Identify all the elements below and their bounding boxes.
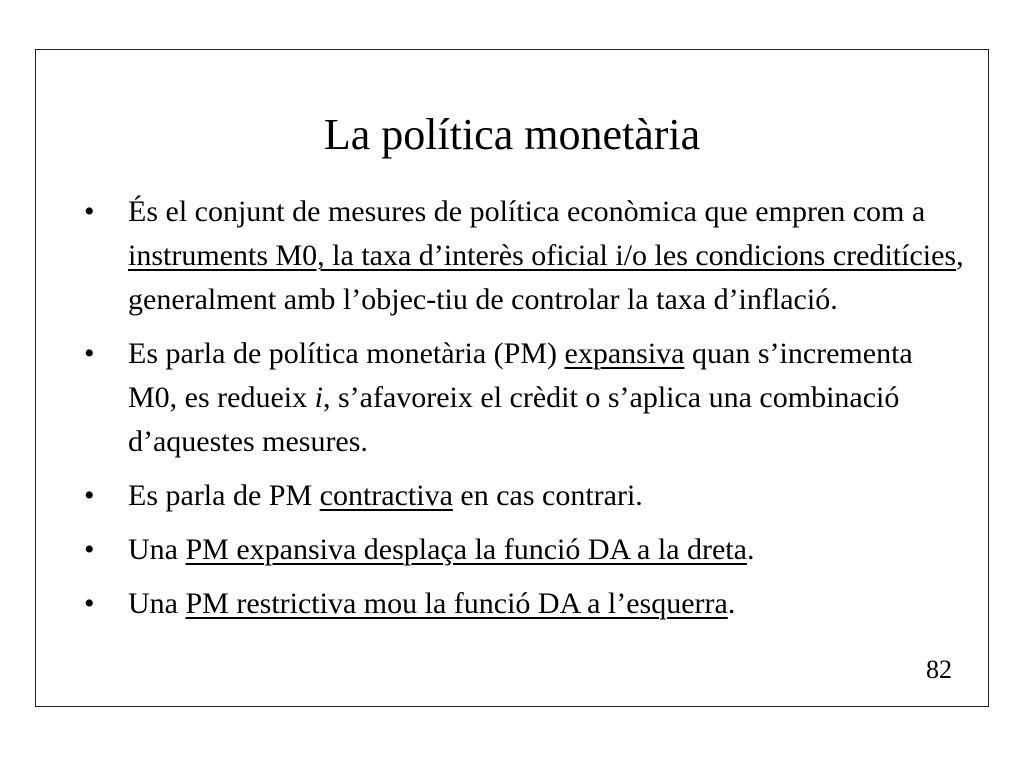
bullet-list — [84, 190, 964, 636]
underlined-text: contractiva — [319, 479, 453, 512]
bullet-dot-icon: • — [84, 587, 95, 620]
bullet-text: Es parla de PM — [128, 479, 320, 512]
bullet-text: Una — [128, 533, 186, 566]
bullet-dot-icon: • — [84, 337, 95, 370]
bullet-text: . — [727, 587, 736, 620]
bullet-item — [84, 190, 964, 322]
underlined-text: expansiva — [564, 337, 685, 370]
bullet-item — [84, 528, 964, 572]
bullet-dot-icon: • — [84, 479, 95, 512]
bullet-dot-icon: • — [84, 533, 95, 566]
page-number: 82 — [926, 655, 952, 684]
bullet-text: Es parla de política monetària (PM) — [128, 337, 565, 370]
bullet-item — [84, 582, 964, 626]
bullet-item — [84, 332, 964, 464]
bullet-text: , s’afavoreix el crèdit o s’aplica una combinació d’aquestes mesures. — [128, 381, 900, 458]
underlined-text: PM expansiva desplaça la funció DA a la dreta — [185, 533, 747, 566]
bullet-dot-icon: • — [84, 195, 95, 228]
bullet-item — [84, 474, 964, 518]
bullet-text: quan s’incrementa M0, es redueix — [128, 337, 913, 414]
underlined-text: instruments M0, la taxa d’interès oficial i/o les condicions creditícies — [128, 239, 957, 272]
bullet-text: , generalment amb l’objec-tiu de controlar la taxa d’inflació. — [128, 239, 964, 316]
underlined-text: PM restrictiva mou la funció DA a l’esquerra — [185, 587, 728, 620]
bullet-text: És el conjunt de mesures de política econòmica que empren com a — [128, 195, 926, 228]
slide-title: La política monetària — [323, 110, 701, 159]
bullet-text: . — [746, 533, 755, 566]
bullet-text: Una — [128, 587, 186, 620]
bullet-text: en cas contrari. — [452, 479, 643, 512]
italic-text: i — [314, 381, 323, 414]
